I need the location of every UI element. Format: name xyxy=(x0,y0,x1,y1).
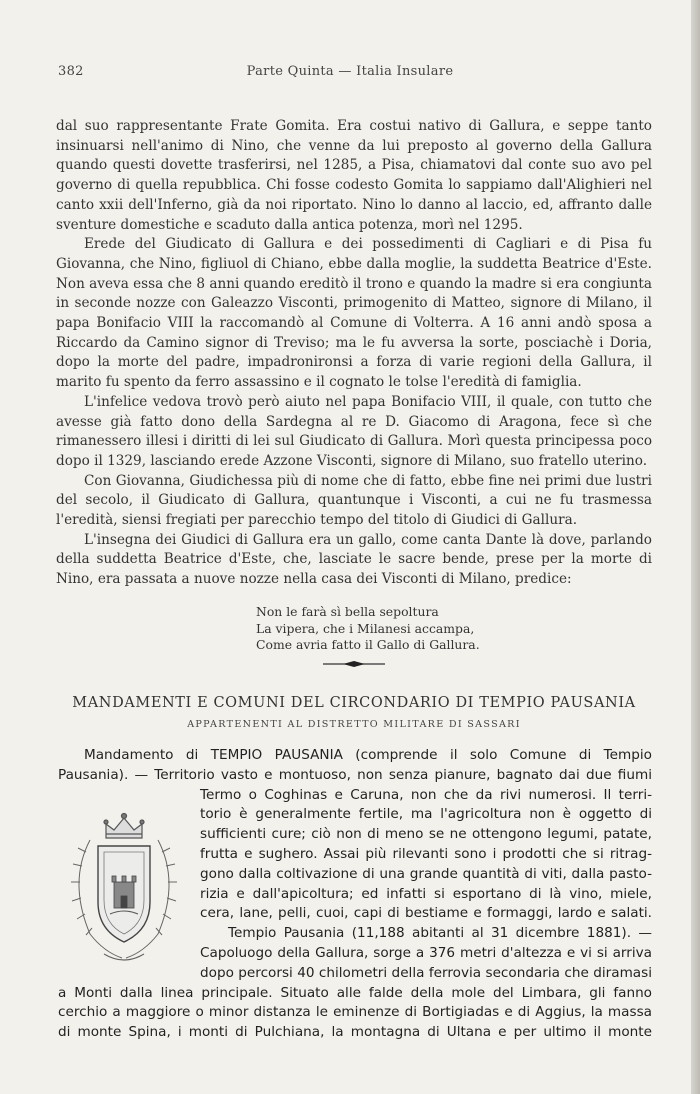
mandamento-section xyxy=(58,746,652,1043)
running-header xyxy=(58,64,642,84)
verse-line: Non le farà sì bella sepoltura xyxy=(256,604,439,619)
paragraph: Erede del Giudicato di Gallura e dei possedimenti di Cagliari e di Pisa fu Giovanna, che Nino, figliuol di Chiano, ebbe dalla moglie, la suddetta Beatrice d'Este. Non aveva essa che 8 anni quando ereditò il trono e quando la madre si era congiunta in seconde nozze con Galeazzo Visconti, primogenito di Matteo, signore di Milano, il papa Bonifacio VIII la raccomandò al Comune di Volterra. A 16 anni andò sposa a Riccardo da Camino signor di Treviso; ma le fu avversa la sorte, posciachè i Doria, dopo la morte del padre, impadronironsi a forza di varie regioni della Gallura, il marito fu spento da ferro assassino e il cognato le tolse l'eredità di famiglia. xyxy=(56,236,652,391)
body-text xyxy=(56,117,652,590)
text-line: Tempio Pausania (11,188 abitanti al 31 dicembre 1881). — xyxy=(228,925,652,942)
text-line: di monte Spina, i monti di Pulchiana, la montagna di Ultana e per ultimo il monte xyxy=(58,1024,652,1041)
verse-line: Come avria fatto il Gallo di Gallura. xyxy=(256,637,480,652)
text-line: dopo percorsi 40 chilometri della ferrovia secondaria che diramasi xyxy=(200,964,652,981)
paragraph: dal suo rappresentante Frate Gomita. Era costui nativo di Gallura, e seppe tanto insinuarsi nell'animo di Nino, che venne da lui preposto al governo della Gallura quando questi dovette trasferirsi, nel 1285, a Pisa, chiamatovi dal conte suo avo pel governo di quella repubblica. Chi fosse codesto Gomita lo sappiamo dall'Alighieri nel canto xxii dell'Inferno, già da noi riportato. Nino lo danno al laccio, ed, affranto dalle sventure domestiche e scaduto dalla antica potenza, morì nel 1295. xyxy=(56,118,652,233)
text-line: Capoluogo della Gallura, sorge a 376 metri d'altezza e vi si arriva xyxy=(200,944,652,961)
text-line: frutta e sughero. Assai più rilevanti sono i prodotti che si ritrag- xyxy=(200,845,652,862)
running-title: Parte Quinta — Italia Insulare xyxy=(246,64,454,79)
text-line: sufficienti cure; ciò non di meno se ne ottengono legumi, patate, xyxy=(200,826,652,843)
section-title: MANDAMENTI E COMUNI DEL CIRCONDARIO DI TEMPIO PAUSANIA xyxy=(72,695,636,711)
text-line: cera, lane, pelli, cuoi, capi di bestiame e formaggi, lardo e salati. xyxy=(200,905,652,922)
verse-line: La vipera, che i Milanesi accampa, xyxy=(256,620,475,636)
paragraph: Con Giovanna, Giudichessa più di nome che di fatto, ebbe fine nei primi due lustri del secolo, il Giudicato di Gallura, quantunque i Visconti, a cui ne fu trasmessa l'eredità, siensi fregiati per parecchio tempo del titolo di Giudici di Gallura. xyxy=(56,472,652,529)
section-divider-ornament xyxy=(0,657,700,671)
text-line: Termo o Coghinas e Caruna, non che da rivi numerosi. Il terri- xyxy=(200,786,652,803)
text-line: a Monti dalla linea principale. Situato alle falde della mole del Limbara, gli fanno xyxy=(58,984,652,1001)
text-line: gono dalla coltivazione di una grande quantità di viti, dalla pasto- xyxy=(200,865,652,882)
text-line: torio è generalmente fertile, ma l'agricoltura non è oggetto di xyxy=(200,806,652,823)
paragraph: L'insegna dei Giudici di Gallura era un gallo, come canta Dante là dove, parlando della suddetta Beatrice d'Este, che, lasciate le sacre bende, prese per la morte di Nino, era passata a nuove nozze nella casa dei Visconti di Milano, predice: xyxy=(56,531,652,588)
text-line: cerchio a maggiore o minor distanza le eminenze di Bortigiadas e di Aggius, la massa xyxy=(58,1004,652,1021)
dante-quotation xyxy=(256,604,480,654)
text-line: rizia e dall'apicoltura; ed infatti si esportano di là vino, miele, xyxy=(200,885,652,902)
mandamento-heading-line: Mandamento di TEMPIO PAUSANIA (comprende il solo Comune di Tempio xyxy=(84,747,652,763)
page-number: 382 xyxy=(58,64,84,79)
section-subtitle: APPARTENENTI AL DISTRETTO MILITARE DI SASSARI xyxy=(187,719,521,730)
paragraph: L'infelice vedova trovò però aiuto nel papa Bonifacio VIII, il quale, con tutto che avesse già fatto dono della Sardegna al re D. Giacomo di Aragona, fece sì che rimanessero illesi i diritti di lei sul Giudicato di Gallura. Morì questa principessa poco dopo il 1329, lasciando erede Azzone Visconti, signore di Milano, suo fratello uterino. xyxy=(56,393,652,469)
text-line xyxy=(58,746,652,766)
page-edge xyxy=(691,0,700,1094)
text-line: Pausania). — Territorio vasto e montuoso, non senza pianure, bagnato dai due fiumi xyxy=(58,766,652,783)
